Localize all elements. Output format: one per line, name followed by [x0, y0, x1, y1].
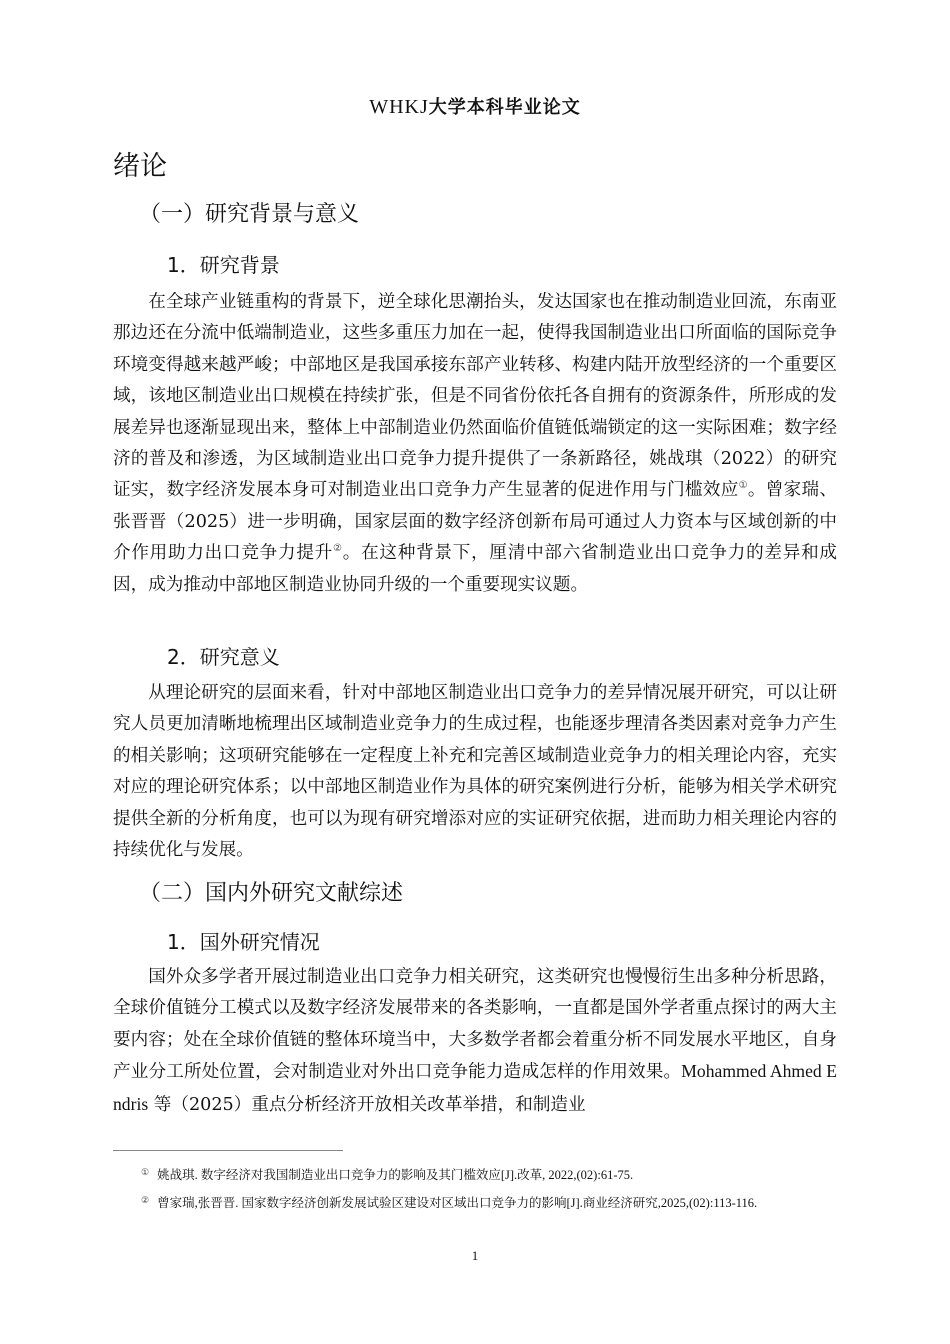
header-thesis-label: 大学本科毕业论文: [428, 97, 581, 118]
paragraph-background: 在全球产业链重构的背景下，逆全球化思潮抬头，发达国家也在推动制造业回流，东南亚那边还在分流中低端制造业，这些多重压力加在一起，使得我国制造业出口所面临的国际竞争环境变得越来越严峻；中部地区是我国承接东部产业转移、构建内陆开放型经济的一个重要区域，该地区制造业出口规模在持续扩张，但是不同省份依托各自拥有的资源条件，所形成的发展差异也逐渐显现出来，整体上中部制造业仍然面临价值链低端锁定的这一实际困难；数字经济的普及和渗透，为区域制造业出口竞争力提升提供了一条新路径，姚战琪（2022）的研究证实，数字经济发展本身可对制造业出口竞争力产生显著的促进作用与门槛效应①。曾家瑞、张晋晋（2025）进一步明确，国家层面的数字经济创新布局可通过人力资本与区域创新的中介作用助力出口竞争力提升②。在这种背景下，厘清中部六省制造业出口竞争力的差异和成因，成为推动中部地区制造业协同升级的一个重要现实议题。: [113, 292, 837, 595]
author-name: Mohammed Ahmed Endris: [113, 1061, 837, 1114]
subsection-heading-foreign-research: 1．国外研究情况: [167, 930, 320, 954]
paragraph-significance: 从理论研究的层面来看，针对中部地区制造业出口竞争力的差异情况展开研究，可以让研究人员更加清晰地梳理出区域制造业竞争力的生成过程，也能逐步理清各类因素对竞争力产生的相关影响；这项研究能够在一定程度上补充和完善区域制造业竞争力的相关理论内容，充实对应的理论研究体系；以中部地区制造业作为具体的研究案例进行分析，能够为相关学术研究提供全新的分析角度，也可以为现有研究增添对应的实证研究依据，进而助力相关理论内容的持续优化与发展。: [113, 683, 837, 861]
footnote-ref-2[interactable]: ②: [333, 543, 343, 555]
footnote-ref-1[interactable]: ①: [738, 480, 748, 492]
footnote-2: ② 曾家瑞,张晋晋. 国家数字经济创新发展试验区建设对区域出口竞争力的影响[J].商业经济研究,2025,(02):113-116.: [141, 1195, 758, 1210]
chapter-title: 绪论: [113, 151, 167, 182]
section-heading-literature-review: （二）国内外研究文献综述: [139, 881, 404, 906]
footnote-separator: [113, 1150, 343, 1151]
page-header: [0, 93, 950, 119]
paragraph-foreign-research: 国外众多学者开展过制造业出口竞争力相关研究，这类研究也慢慢衍生出多种分析思路，全球价值链分工模式以及数字经济发展带来的各类影响，一直都是国外学者重点探讨的两大主要内容；处在全球价值链的整体环境当中，大多数学者都会着重分析不同发展水平地区，自身产业分工所处位置，会对制造业对外出口竞争能力造成怎样的作用效果。Mohammed Ahmed Endris 等（2025）重点分析经济开放相关改革举措，和制造业: [113, 967, 837, 1115]
subsection-heading-significance: 2．研究意义: [167, 645, 280, 669]
footnotes: [113, 1160, 837, 1216]
footnote-1: ① 姚战琪. 数字经济对我国制造业出口竞争力的影响及其门槛效应[J].改革, 2022,(02):61-75.: [141, 1167, 634, 1182]
page-number: 1: [471, 1248, 479, 1263]
subsection-heading-background: 1．研究背景: [167, 253, 280, 277]
header-school-code: WHKJ: [369, 96, 429, 118]
section-heading-background: （一）研究背景与意义: [139, 202, 360, 227]
